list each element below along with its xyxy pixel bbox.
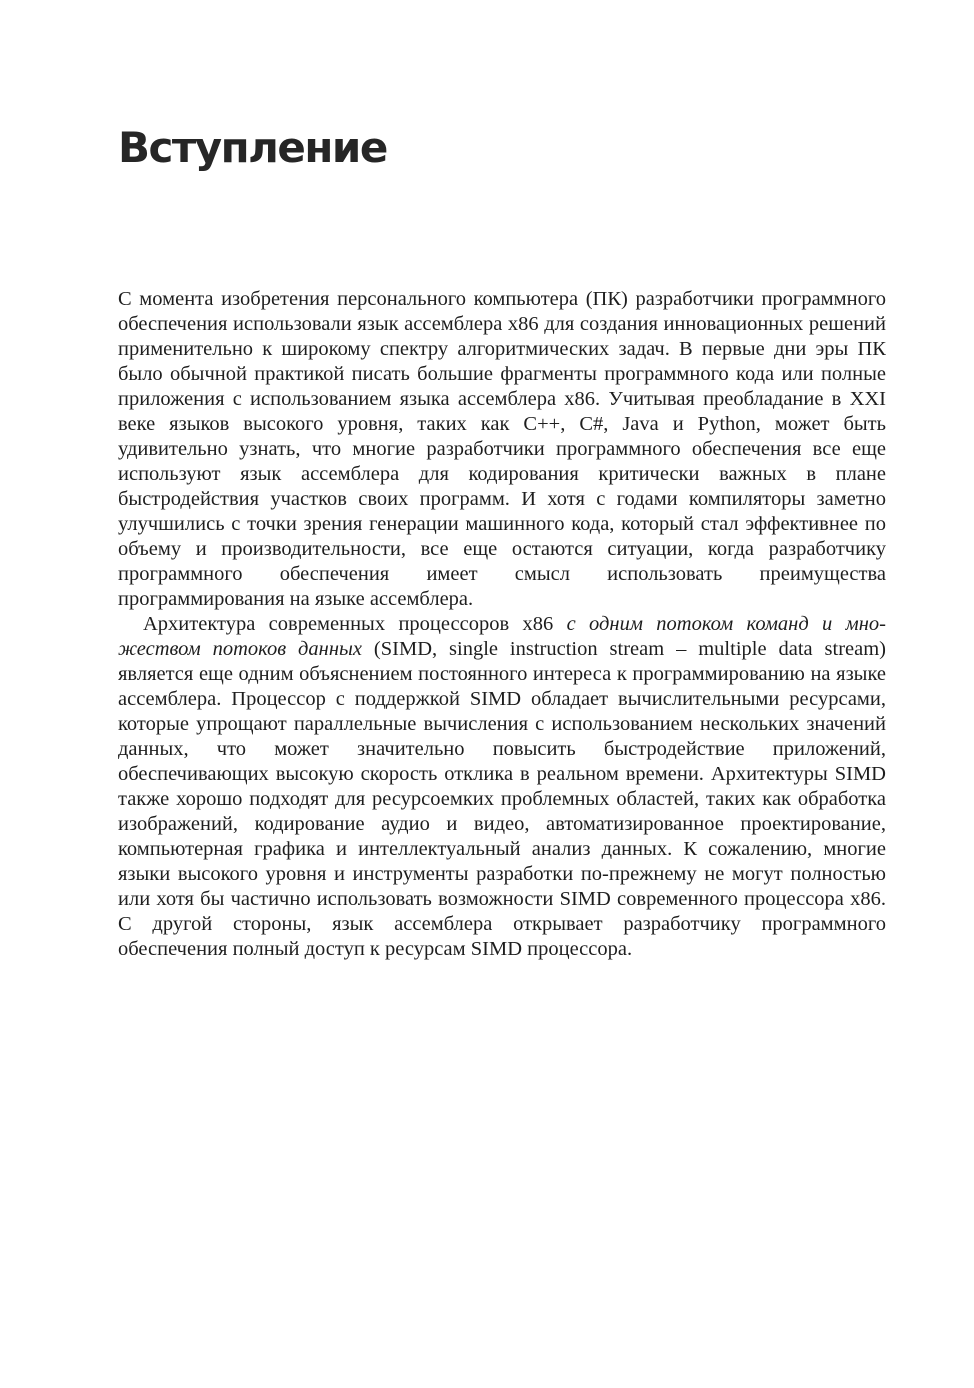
body-text bbox=[118, 287, 886, 962]
paragraph-simd-rest: (SIMD, single instruction stream – multiple data stream) является еще одним объяснением постоянного интереса к программированию на языке ассемблера. Процессор с поддержкой SIMD обладает вычислительными ресурсами, которые упрощают параллельные вычисления с использованием нескольких значений данных, что может значительно повысить быстродействие приложений, обеспечивающих высокую скорость отклика в реальном времени. Архитектуры SIMD также хорошо подходят для ресурсоемких проблемных областей, таких как обработка изображений, кодирование аудио и видео, автоматизированное проектирование, компьютерная графика и интеллектуальный анализ данных. К сожалению, многие языки высокого уровня и инструменты разработки по-прежнему не могут полностью или хотя бы частично использовать возможности SIMD современного процессора x86. С другой стороны, язык ассемблера открывает разработчику программного обеспечения полный доступ к ресурсам SIMD процессора. bbox=[118, 638, 886, 960]
paragraph-simd-lead: Архитектура современных процессоров x86 bbox=[143, 613, 567, 635]
paragraph-simd-emphasis: с одним потоком команд и множеством потоков данных bbox=[118, 613, 886, 660]
page-title: Вступление bbox=[118, 123, 387, 172]
paragraph-simd bbox=[118, 612, 886, 962]
paragraph-intro: С момента изобретения персонального компьютера (ПК) разработчики программного обеспечения использовали язык ассемблера x86 для создания инновационных решений применительно к широкому спектру алгоритмических задач. В первые дни эры ПК было обычной практикой писать большие фрагменты программного кода или полные приложения с использованием языка ассемблера x86. Учитывая преобладание в XXI веке языков высокого уровня, таких как C++, C#, Java и Python, может быть удивительно узнать, что многие разработчики программного обеспечения все еще используют язык ассемблера для кодирования критически важных в плане быстродействия участков своих программ. И хотя с годами компиляторы заметно улучшились с точки зрения генерации машинного кода, который стал эффективнее по объему и производительности, все еще остаются ситуации, когда разработчику программного обеспечения имеет смысл использовать преимущества программирования на языке ассемблера. bbox=[118, 288, 886, 610]
